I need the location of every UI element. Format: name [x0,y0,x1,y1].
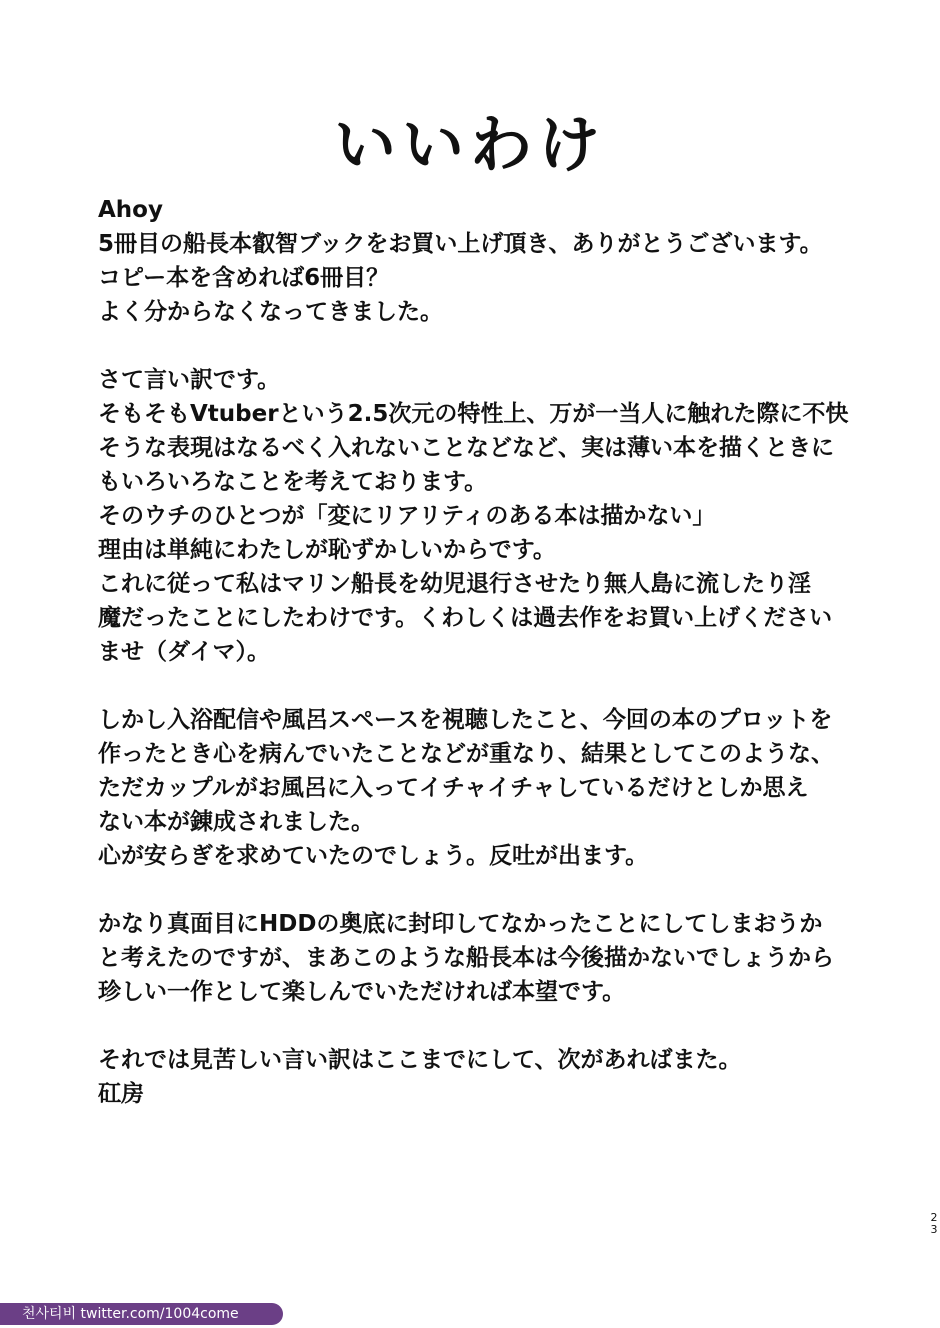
text-line: これに従って私はマリン船長を幼児退行させたり無人島に流したり淫 [98,571,811,597]
text-line: 珍しい一作として楽しんでいただければ本望です。 [98,979,626,1005]
page-title: いいわけ [333,108,606,181]
afterword-body [98,193,888,1111]
text-line: それでは見苦しい言い訳はここまでにして、次があればまた。 [98,1047,742,1073]
page-number-digit: 2 [930,1211,938,1224]
text-line: そのウチのひとつが「変にリアリティのある本は描かない」 [98,503,716,529]
text-line: ませ（ダイマ）。 [98,639,271,665]
text-line: よく分からなくなってきました。 [98,299,443,325]
text-line: かなり真面目にHDDの奥底に封印してなかったことにしてしまおうか [98,911,823,937]
text-line: ただカップルがお風呂に入ってイチャイチャしているだけとしか思え [98,775,809,801]
text-line: さて言い訳です。 [98,367,281,393]
page-number-digit: 3 [930,1223,938,1236]
text-line: もいろいろなことを考えております。 [98,469,488,495]
paragraph-gap [98,669,888,703]
text-line: 作ったとき心を病んでいたことなどが重なり、結果としてこのような、 [98,741,834,767]
paragraph-gap [98,329,888,363]
text-line: コピー本を含めれば6冊目？ [98,265,390,291]
text-line: ない本が錬成されました。 [98,809,374,835]
text-line: しかし入浴配信や風呂スペースを視聴したこと、今回の本のプロットを [98,707,833,733]
signature-line: 矼房 [98,1081,144,1107]
page-number [929,1212,939,1236]
text-line: と考えたのですが、まあこのような船長本は今後描かないでしょうから [98,945,834,971]
text-line: そもそもVtuberという2.5次元の特性上、万が一当人に触れた際に不快 [98,401,849,427]
text-line: 5冊目の船長本叡智ブックをお買い上げ頂き、ありがとうございます。 [98,231,823,257]
watermark-link[interactable]: 천사티비 twitter.com/1004come [0,1303,283,1325]
paragraph-gap [98,873,888,907]
text-line: そうな表現はなるべく入れないことなどなど、実は薄い本を描くときに [98,435,834,461]
text-line: 理由は単純にわたしが恥ずかしいからです。 [98,537,556,563]
paragraph-gap [98,1009,888,1043]
text-line: 魔だったことにしたわけです。くわしくは過去作をお買い上げください [98,605,833,631]
text-line: Ahoy [98,197,163,223]
text-line: 心が安らぎを求めていたのでしょう。反吐が出ます。 [98,843,649,869]
